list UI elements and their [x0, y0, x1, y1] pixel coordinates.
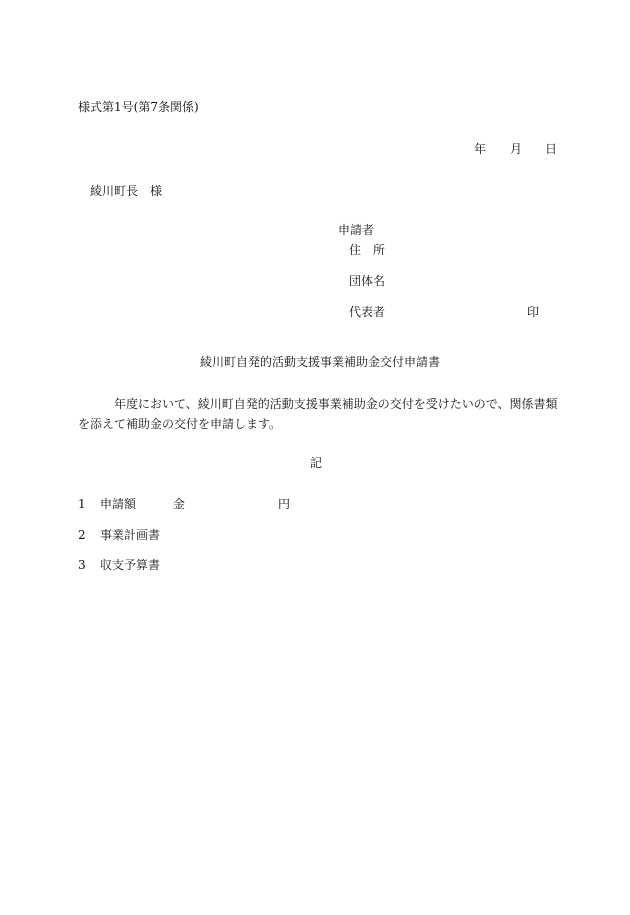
- body-text: 年度において、綾川町自発的活動支援事業補助金の交付を受けたいので、関係書類を添えて補助金の交付を申請します。: [78, 397, 558, 431]
- item-label: 事業計画書: [100, 528, 161, 542]
- date-day-label: 日: [545, 142, 558, 156]
- form-number: 様式第1号(第7条関係): [78, 100, 199, 114]
- document-title: 綾川町自発的活動支援事業補助金交付申請書: [200, 355, 441, 369]
- representative-label: 代表者: [349, 305, 386, 319]
- addressee: 綾川町長 様: [90, 184, 163, 198]
- seal-mark: 印: [527, 305, 540, 319]
- item-label: 申請額: [100, 497, 137, 511]
- group-name-label: 団体名: [349, 274, 386, 288]
- amount-prefix: 金: [173, 497, 186, 511]
- item-number: 2: [78, 528, 86, 542]
- address-label: 住 所: [349, 243, 386, 257]
- note-heading: 記: [310, 456, 323, 470]
- item-number: 3: [78, 558, 86, 572]
- amount-unit: 円: [278, 497, 291, 511]
- date-month-label: 月: [510, 142, 523, 156]
- date-year-label: 年: [474, 142, 487, 156]
- body-paragraph: [78, 394, 564, 434]
- applicant-heading: 申請者: [338, 223, 375, 237]
- item-label: 収支予算書: [100, 558, 161, 572]
- item-number: 1: [78, 497, 86, 511]
